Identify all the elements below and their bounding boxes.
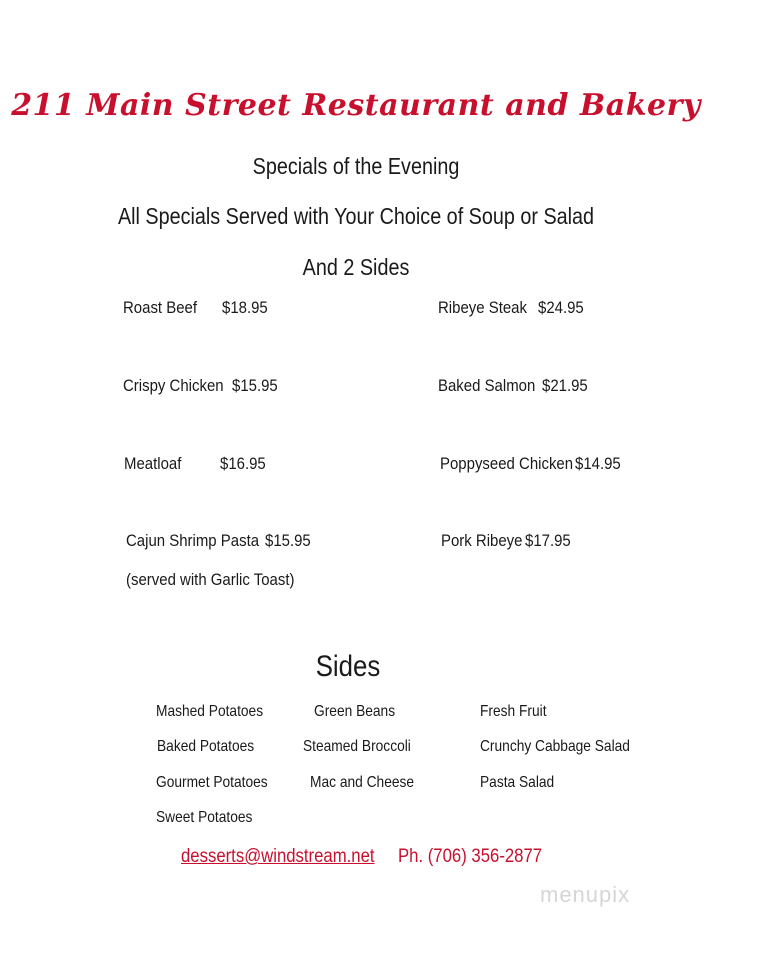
special-price: $14.95 xyxy=(575,454,621,473)
phone-number: Ph. (706) 356-2877 xyxy=(398,846,543,867)
side-item: Green Beans xyxy=(314,703,396,720)
side-item: Mac and Cheese xyxy=(310,774,415,791)
email-link[interactable]: desserts@windstream.net xyxy=(181,846,375,867)
special-price: $15.95 xyxy=(232,376,278,395)
special-price: $16.95 xyxy=(220,454,266,473)
side-item: Steamed Broccoli xyxy=(303,738,411,755)
side-item: Baked Potatoes xyxy=(157,738,255,755)
special-price: $17.95 xyxy=(525,531,571,550)
special-price: $18.95 xyxy=(222,298,268,317)
special-name: Cajun Shrimp Pasta xyxy=(126,531,260,550)
side-item: Crunchy Cabbage Salad xyxy=(480,738,630,755)
sides-heading: Sides xyxy=(315,650,381,683)
special-name: Pork Ribeye xyxy=(441,531,523,550)
side-item: Gourmet Potatoes xyxy=(156,774,268,791)
special-name: Meatloaf xyxy=(124,454,182,473)
special-price: $21.95 xyxy=(542,376,588,395)
special-price: $24.95 xyxy=(538,298,584,317)
specials-note: All Specials Served with Your Choice of Soup or Salad xyxy=(117,203,595,229)
watermark-logo: menupix xyxy=(540,882,631,907)
specials-note-sides: And 2 Sides xyxy=(302,254,410,280)
side-item: Sweet Potatoes xyxy=(156,809,253,826)
special-name: Roast Beef xyxy=(123,298,198,317)
restaurant-title: 211 Main Street Restaurant and Bakery xyxy=(11,88,701,123)
special-note: (served with Garlic Toast) xyxy=(126,570,295,589)
special-name: Poppyseed Chicken xyxy=(440,454,574,473)
side-item: Pasta Salad xyxy=(480,774,555,791)
specials-heading: Specials of the Evening xyxy=(252,153,460,179)
special-price: $15.95 xyxy=(265,531,311,550)
side-item: Fresh Fruit xyxy=(480,703,547,720)
special-name: Ribeye Steak xyxy=(438,298,527,317)
side-item: Mashed Potatoes xyxy=(156,703,264,720)
special-name: Crispy Chicken xyxy=(123,376,224,395)
special-name: Baked Salmon xyxy=(438,376,536,395)
